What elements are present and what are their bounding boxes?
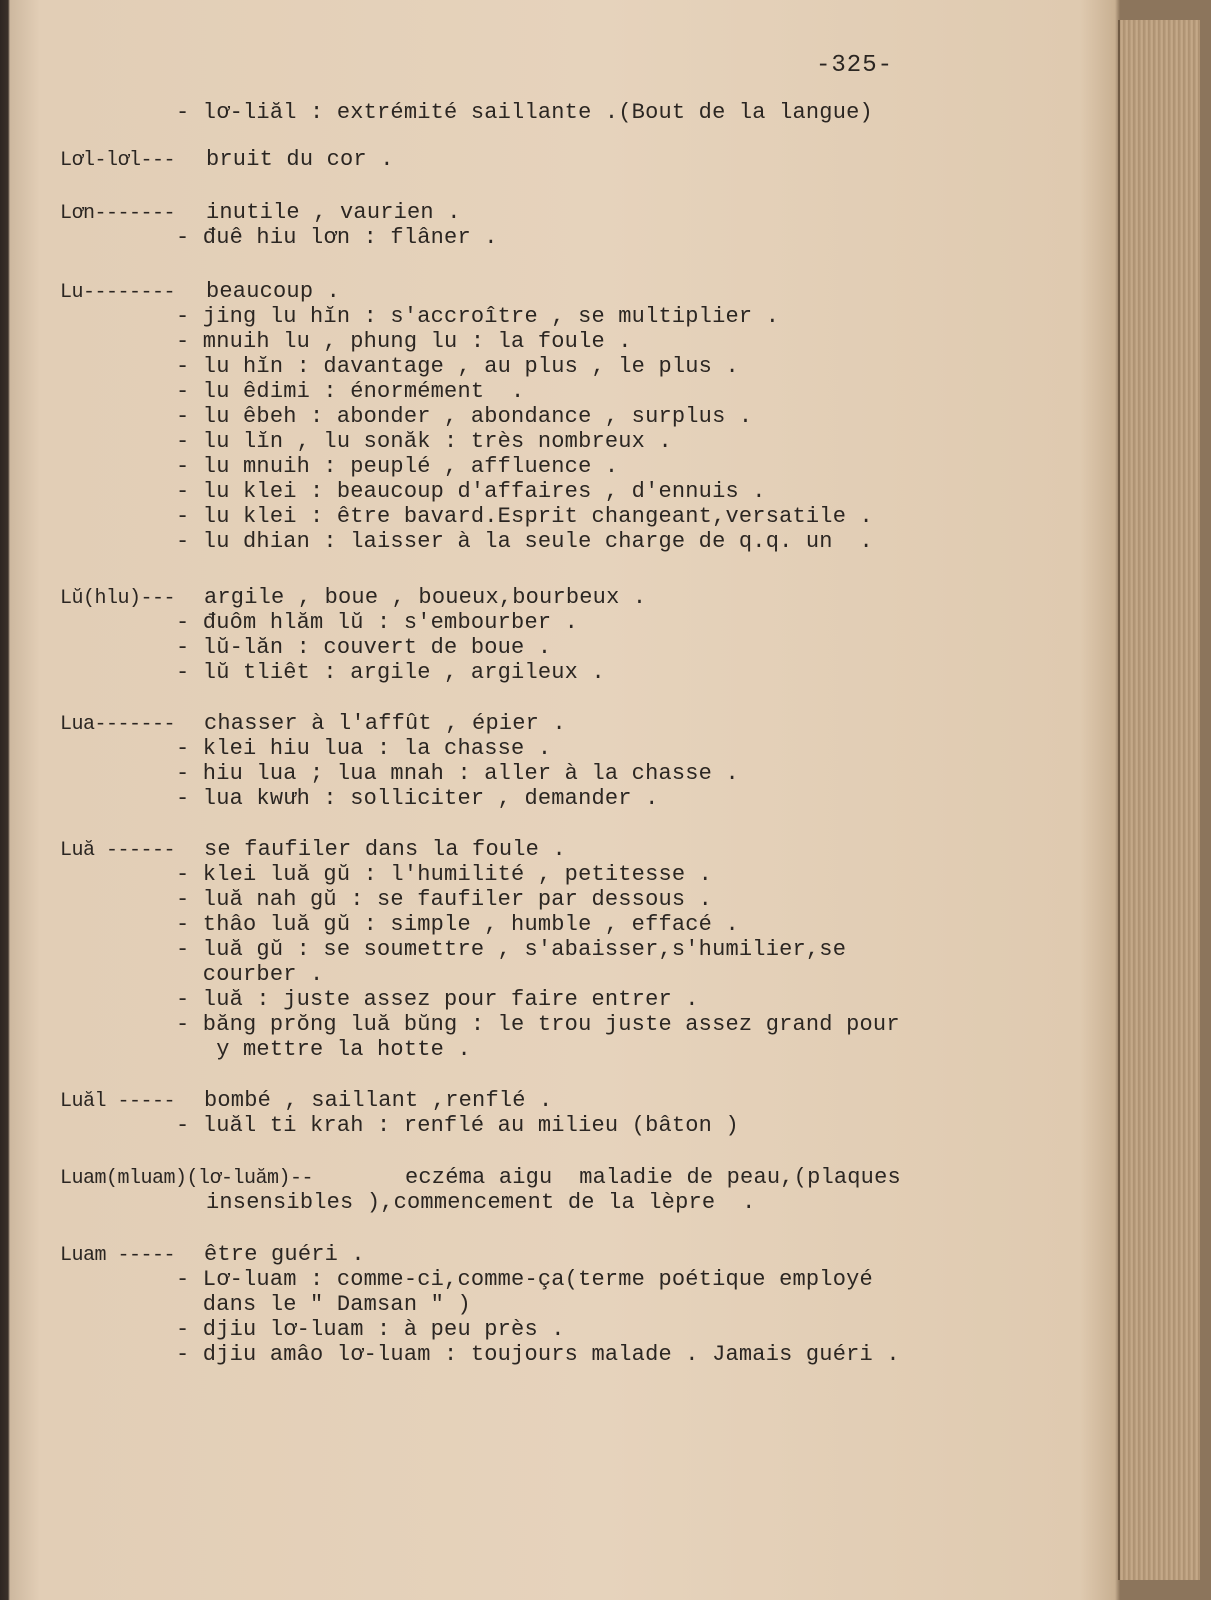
entry-line: insensibles ),commencement de la lèpre . [206, 1190, 756, 1215]
entry-line: - mnuih lu , phung lu : la foule . [176, 329, 632, 354]
entry-line: - lŭ-lăn : couvert de boue . [176, 635, 552, 660]
headword: Lŭ(hlu)--- [60, 587, 176, 610]
entry-line: - lu klei : beaucoup d'affaires , d'ennuis . [176, 479, 766, 504]
entry-line: se faufiler dans la foule . [204, 837, 566, 862]
headword: Lơn------- [60, 202, 176, 225]
entry-line: - lu klei : être bavard.Esprit changeant,versatile . [176, 504, 873, 529]
entry-line: - djiu lơ-luam : à peu près . [176, 1317, 565, 1342]
entry-line: - lu êbeh : abonder , abondance , surplus . [176, 404, 753, 429]
page-number: -325- [816, 52, 894, 79]
entry-line: - lơ-liăl : extrémité saillante .(Bout de la langue) [176, 100, 873, 125]
entry-line: - lŭ tliêt : argile , argileux . [176, 660, 605, 685]
entry-line: - lua kwưh : solliciter , demander . [176, 786, 659, 811]
entry-line: bombé , saillant ,renflé . [204, 1088, 553, 1113]
entry-line: - lu lĭn , lu sonăk : très nombreux . [176, 429, 672, 454]
entry-line: - băng prŏng luă bŭng : le trou juste assez grand pour [176, 1012, 900, 1037]
entry-line: - hiu lua ; lua mnah : aller à la chasse . [176, 761, 739, 786]
headword: Luăl ----- [60, 1090, 176, 1113]
headword: Luam(mluam)(lơ-luăm)-- [60, 1167, 314, 1190]
entry-line: - Lơ-luam : comme-ci,comme-ça(terme poétique employé [176, 1267, 873, 1292]
entry-line: - klei luă gŭ : l'humilité , petitesse . [176, 862, 713, 887]
entry-line: inutile , vaurien . [206, 200, 461, 225]
entry-line: argile , boue , boueux,bourbeux . [204, 585, 647, 610]
entry-line: - đuê hiu lơn : flâner . [176, 225, 498, 250]
headword: Lơl-lơl--- [60, 149, 176, 172]
entry-line: - lu mnuih : peuplé , affluence . [176, 454, 619, 479]
entry-line: dans le " Damsan " ) [176, 1292, 471, 1317]
headword: Lu-------- [60, 281, 176, 304]
entry-line: - thâo luă gŭ : simple , humble , effacé . [176, 912, 739, 937]
entry-line: - lu hĭn : davantage , au plus , le plus . [176, 354, 739, 379]
entry-line: - jing lu hĭn : s'accroître , se multiplier . [176, 304, 780, 329]
headword: Luă ------ [60, 839, 176, 862]
headword: Luam ----- [60, 1244, 176, 1267]
entry-line: eczéma aigu maladie de peau,(plaques [405, 1165, 901, 1190]
entry-line: - luă : juste assez pour faire entrer . [176, 987, 699, 1012]
entry-line: courber . [176, 962, 324, 987]
entry-line: - luă gŭ : se soumettre , s'abaisser,s'humilier,se [176, 937, 847, 962]
entry-line: - djiu amâo lơ-luam : toujours malade . Jamais guéri . [176, 1342, 900, 1367]
entry-line: - klei hiu lua : la chasse . [176, 736, 552, 761]
entry-line: - lu êdimi : énormément . [176, 379, 525, 404]
entry-line: bruit du cor . [206, 147, 394, 172]
page-edges [1118, 20, 1200, 1580]
entry-line: y mettre la hotte . [176, 1037, 471, 1062]
headword: Lua------- [60, 713, 176, 736]
entry-line: - luă nah gŭ : se faufiler par dessous . [176, 887, 713, 912]
entry-line: être guéri . [204, 1242, 365, 1267]
entry-line: - luăl ti krah : renflé au milieu (bâton ) [176, 1113, 739, 1138]
entry-line: - lu dhian : laisser à la seule charge de q.q. un . [176, 529, 873, 554]
entry-line: - đuôm hlăm lŭ : s'embourber . [176, 610, 579, 635]
dictionary-page [10, 0, 1118, 1600]
entry-line: chasser à l'affût , épier . [204, 711, 566, 736]
entry-line: beaucoup . [206, 279, 341, 304]
